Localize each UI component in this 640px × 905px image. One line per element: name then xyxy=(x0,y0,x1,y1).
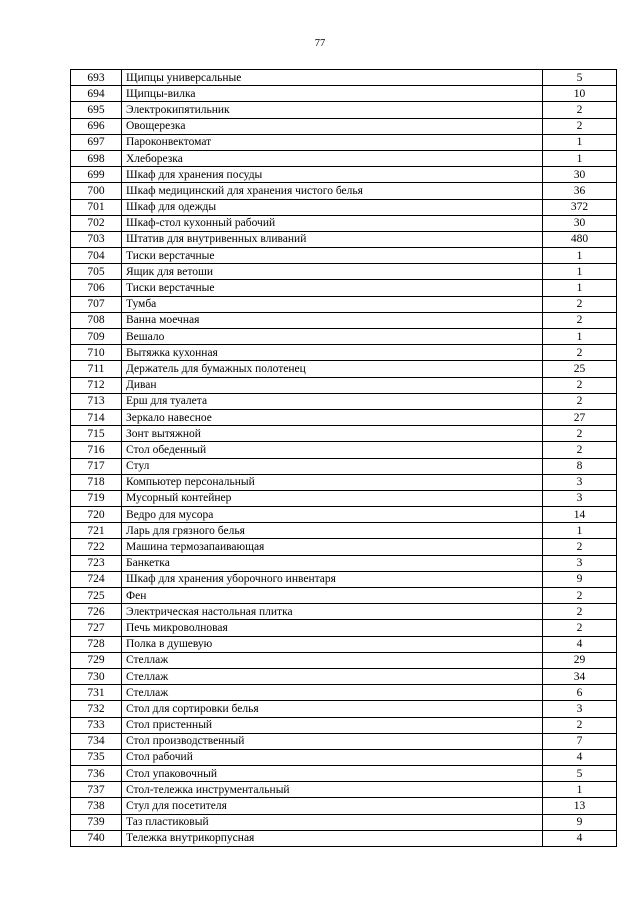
item-name: Фен xyxy=(122,588,543,604)
item-number: 726 xyxy=(71,604,122,620)
item-number: 738 xyxy=(71,798,122,814)
table-row xyxy=(71,393,617,409)
item-name: Стол обеденный xyxy=(122,442,543,458)
table-row xyxy=(71,620,617,636)
item-name: Ящик для ветоши xyxy=(122,264,543,280)
item-quantity: 1 xyxy=(543,782,617,798)
table-row xyxy=(71,183,617,199)
item-quantity: 1 xyxy=(543,150,617,166)
table-row xyxy=(71,749,617,765)
table-row xyxy=(71,280,617,296)
item-number: 700 xyxy=(71,183,122,199)
table-row xyxy=(71,215,617,231)
item-number: 735 xyxy=(71,749,122,765)
item-name: Стеллаж xyxy=(122,652,543,668)
item-quantity: 2 xyxy=(543,345,617,361)
item-number: 712 xyxy=(71,377,122,393)
table-row xyxy=(71,604,617,620)
item-quantity: 2 xyxy=(543,717,617,733)
item-quantity: 3 xyxy=(543,555,617,571)
item-quantity: 2 xyxy=(543,118,617,134)
item-quantity: 2 xyxy=(543,377,617,393)
item-number: 732 xyxy=(71,701,122,717)
item-name: Стол упаковочный xyxy=(122,766,543,782)
item-number: 708 xyxy=(71,312,122,328)
item-name: Стул для посетителя xyxy=(122,798,543,814)
item-quantity: 7 xyxy=(543,733,617,749)
item-number: 704 xyxy=(71,248,122,264)
item-number: 721 xyxy=(71,523,122,539)
table-row xyxy=(71,685,617,701)
item-quantity: 30 xyxy=(543,167,617,183)
item-name: Банкетка xyxy=(122,555,543,571)
item-name: Вешало xyxy=(122,329,543,345)
item-name: Шкаф для хранения уборочного инвентаря xyxy=(122,571,543,587)
item-name: Ванна моечная xyxy=(122,312,543,328)
item-quantity: 3 xyxy=(543,490,617,506)
item-number: 693 xyxy=(71,70,122,86)
item-quantity: 1 xyxy=(543,523,617,539)
table-row xyxy=(71,377,617,393)
item-quantity: 4 xyxy=(543,636,617,652)
item-name: Печь микроволновая xyxy=(122,620,543,636)
item-quantity: 1 xyxy=(543,248,617,264)
table-row xyxy=(71,102,617,118)
item-number: 729 xyxy=(71,652,122,668)
item-name: Электрокипятильник xyxy=(122,102,543,118)
item-name: Машина термозапаивающая xyxy=(122,539,543,555)
item-name: Компьютер персональный xyxy=(122,474,543,490)
item-quantity: 372 xyxy=(543,199,617,215)
item-quantity: 2 xyxy=(543,588,617,604)
table-row xyxy=(71,361,617,377)
item-quantity: 2 xyxy=(543,393,617,409)
item-quantity: 3 xyxy=(543,474,617,490)
item-number: 710 xyxy=(71,345,122,361)
table-row xyxy=(71,571,617,587)
item-name: Стеллаж xyxy=(122,685,543,701)
page-number: 77 xyxy=(314,38,326,49)
item-number: 695 xyxy=(71,102,122,118)
table-row xyxy=(71,70,617,86)
item-name: Пароконвектомат xyxy=(122,134,543,150)
item-quantity: 6 xyxy=(543,685,617,701)
item-name: Стол для сортировки белья xyxy=(122,701,543,717)
item-name: Полка в душевую xyxy=(122,636,543,652)
table-row xyxy=(71,458,617,474)
item-number: 716 xyxy=(71,442,122,458)
table-row xyxy=(71,830,617,846)
table-row xyxy=(71,150,617,166)
item-number: 696 xyxy=(71,118,122,134)
table-row xyxy=(71,814,617,830)
item-number: 722 xyxy=(71,539,122,555)
item-number: 725 xyxy=(71,588,122,604)
item-quantity: 1 xyxy=(543,264,617,280)
table-row xyxy=(71,652,617,668)
table-row xyxy=(71,507,617,523)
item-number: 719 xyxy=(71,490,122,506)
item-number: 697 xyxy=(71,134,122,150)
item-name: Тиски верстачные xyxy=(122,280,543,296)
item-number: 698 xyxy=(71,150,122,166)
item-number: 733 xyxy=(71,717,122,733)
item-quantity: 480 xyxy=(543,231,617,247)
item-number: 699 xyxy=(71,167,122,183)
item-name: Тумба xyxy=(122,296,543,312)
table-row xyxy=(71,426,617,442)
item-name: Держатель для бумажных полотенец xyxy=(122,361,543,377)
table-row xyxy=(71,248,617,264)
item-number: 705 xyxy=(71,264,122,280)
item-number: 715 xyxy=(71,426,122,442)
table-row xyxy=(71,717,617,733)
item-quantity: 2 xyxy=(543,620,617,636)
item-name: Щипцы универсальные xyxy=(122,70,543,86)
table-row xyxy=(71,668,617,684)
item-quantity: 25 xyxy=(543,361,617,377)
table-row xyxy=(71,329,617,345)
item-name: Ерш для туалета xyxy=(122,393,543,409)
item-name: Тележка внутрикорпусная xyxy=(122,830,543,846)
item-name: Вытяжка кухонная xyxy=(122,345,543,361)
item-number: 730 xyxy=(71,668,122,684)
item-quantity: 9 xyxy=(543,814,617,830)
table-row xyxy=(71,296,617,312)
item-number: 727 xyxy=(71,620,122,636)
item-number: 714 xyxy=(71,409,122,425)
item-quantity: 29 xyxy=(543,652,617,668)
item-quantity: 4 xyxy=(543,749,617,765)
table-row xyxy=(71,636,617,652)
item-number: 701 xyxy=(71,199,122,215)
table-row xyxy=(71,199,617,215)
item-name: Стол-тележка инструментальный xyxy=(122,782,543,798)
table-row xyxy=(71,701,617,717)
item-name: Стол пристенный xyxy=(122,717,543,733)
table-row xyxy=(71,231,617,247)
table-row xyxy=(71,588,617,604)
item-quantity: 14 xyxy=(543,507,617,523)
item-number: 724 xyxy=(71,571,122,587)
item-name: Шкаф для одежды xyxy=(122,199,543,215)
item-number: 706 xyxy=(71,280,122,296)
item-name: Зонт вытяжной xyxy=(122,426,543,442)
item-quantity: 2 xyxy=(543,102,617,118)
item-number: 737 xyxy=(71,782,122,798)
item-name: Мусорный контейнер xyxy=(122,490,543,506)
item-name: Тиски верстачные xyxy=(122,248,543,264)
item-name: Шкаф медицинский для хранения чистого белья xyxy=(122,183,543,199)
item-number: 707 xyxy=(71,296,122,312)
table-row xyxy=(71,86,617,102)
item-quantity: 5 xyxy=(543,766,617,782)
item-quantity: 10 xyxy=(543,86,617,102)
item-quantity: 13 xyxy=(543,798,617,814)
item-name: Стол производственный xyxy=(122,733,543,749)
item-number: 709 xyxy=(71,329,122,345)
table-body xyxy=(71,70,617,847)
table-row xyxy=(71,264,617,280)
table-row xyxy=(71,312,617,328)
item-name: Электрическая настольная плитка xyxy=(122,604,543,620)
item-name: Стол рабочий xyxy=(122,749,543,765)
inventory-table xyxy=(70,69,617,847)
table-row xyxy=(71,523,617,539)
table-row xyxy=(71,167,617,183)
item-number: 740 xyxy=(71,830,122,846)
table-row xyxy=(71,539,617,555)
item-quantity: 2 xyxy=(543,442,617,458)
table-row xyxy=(71,798,617,814)
item-name: Стеллаж xyxy=(122,668,543,684)
item-number: 739 xyxy=(71,814,122,830)
item-name: Штатив для внутривенных вливаний xyxy=(122,231,543,247)
table-row xyxy=(71,442,617,458)
item-name: Хлеборезка xyxy=(122,150,543,166)
table-row xyxy=(71,409,617,425)
item-quantity: 1 xyxy=(543,134,617,150)
table-row xyxy=(71,766,617,782)
item-number: 731 xyxy=(71,685,122,701)
item-name: Диван xyxy=(122,377,543,393)
item-name: Зеркало навесное xyxy=(122,409,543,425)
item-quantity: 1 xyxy=(543,329,617,345)
item-quantity: 36 xyxy=(543,183,617,199)
item-quantity: 3 xyxy=(543,701,617,717)
item-number: 720 xyxy=(71,507,122,523)
table-row xyxy=(71,118,617,134)
item-quantity: 2 xyxy=(543,604,617,620)
item-number: 718 xyxy=(71,474,122,490)
item-quantity: 2 xyxy=(543,539,617,555)
item-number: 694 xyxy=(71,86,122,102)
item-number: 702 xyxy=(71,215,122,231)
item-quantity: 5 xyxy=(543,70,617,86)
item-name: Шкаф-стол кухонный рабочий xyxy=(122,215,543,231)
table-row xyxy=(71,782,617,798)
item-name: Стул xyxy=(122,458,543,474)
item-number: 723 xyxy=(71,555,122,571)
item-number: 728 xyxy=(71,636,122,652)
item-name: Ведро для мусора xyxy=(122,507,543,523)
table-row xyxy=(71,555,617,571)
item-name: Таз пластиковый xyxy=(122,814,543,830)
item-quantity: 27 xyxy=(543,409,617,425)
table-row xyxy=(71,134,617,150)
item-number: 711 xyxy=(71,361,122,377)
table-row xyxy=(71,733,617,749)
item-quantity: 8 xyxy=(543,458,617,474)
item-name: Овощерезка xyxy=(122,118,543,134)
item-number: 703 xyxy=(71,231,122,247)
item-quantity: 1 xyxy=(543,280,617,296)
item-number: 736 xyxy=(71,766,122,782)
item-quantity: 2 xyxy=(543,312,617,328)
item-name: Ларь для грязного белья xyxy=(122,523,543,539)
table-row xyxy=(71,474,617,490)
table-row xyxy=(71,490,617,506)
item-quantity: 2 xyxy=(543,426,617,442)
item-quantity: 2 xyxy=(543,296,617,312)
table-row xyxy=(71,345,617,361)
item-number: 734 xyxy=(71,733,122,749)
item-quantity: 9 xyxy=(543,571,617,587)
item-quantity: 4 xyxy=(543,830,617,846)
item-name: Шкаф для хранения посуды xyxy=(122,167,543,183)
item-quantity: 34 xyxy=(543,668,617,684)
item-quantity: 30 xyxy=(543,215,617,231)
item-number: 713 xyxy=(71,393,122,409)
item-number: 717 xyxy=(71,458,122,474)
item-name: Щипцы-вилка xyxy=(122,86,543,102)
